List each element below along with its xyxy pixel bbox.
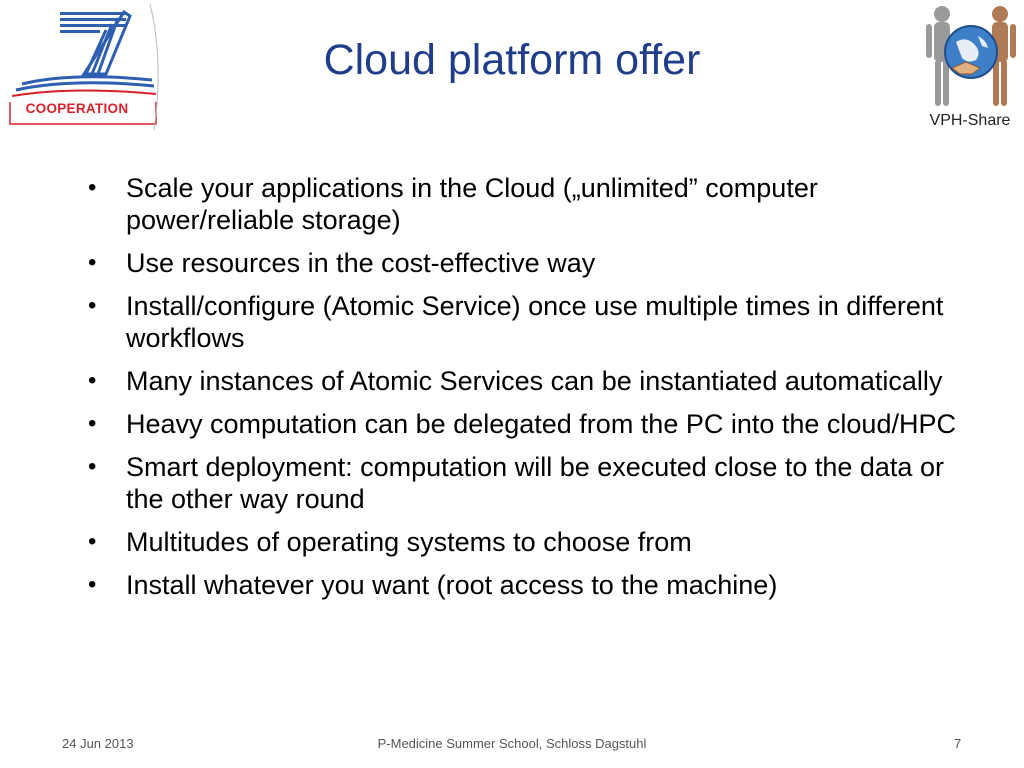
bullet-dot-icon: • — [88, 249, 97, 276]
bullet-text: Install/configure (Atomic Service) once use multiple times in different workflows — [126, 291, 944, 353]
bullet-item — [86, 172, 956, 236]
bullet-text: Scale your applications in the Cloud („unlimited” computer power/reliable storage) — [126, 173, 818, 235]
cooperation-label: COOPERATION — [25, 101, 129, 116]
footer-date: 24 Jun 2013 — [62, 736, 134, 751]
vph-share-label: VPH-Share — [929, 112, 1011, 129]
bullet-dot-icon: • — [88, 367, 97, 394]
footer-event: P-Medicine Summer School, Schloss Dagstuhl — [377, 736, 647, 751]
vph-share-icon — [916, 0, 1024, 112]
bullet-item — [86, 408, 956, 440]
vph-share-logo — [916, 0, 1024, 140]
bullet-item — [86, 247, 956, 279]
bullet-dot-icon: • — [88, 571, 97, 598]
slide-title: Cloud platform offer — [323, 36, 701, 84]
bullet-text: Install whatever you want (root access to the machine) — [126, 570, 778, 600]
bullet-item — [86, 365, 956, 397]
bullet-list — [86, 172, 956, 612]
bullet-text: Smart deployment: computation will be executed close to the data or the other way round — [126, 452, 944, 514]
bullet-text: Use resources in the cost-effective way — [126, 248, 596, 278]
footer-page-number: 7 — [954, 736, 962, 751]
bullet-dot-icon: • — [88, 410, 97, 437]
bullet-dot-icon: • — [88, 528, 97, 555]
fp7-cooperation-logo — [2, 2, 162, 130]
bullet-text: Many instances of Atomic Services can be instantiated automatically — [126, 366, 943, 396]
bullet-item — [86, 451, 956, 515]
bullet-item — [86, 526, 956, 558]
bullet-dot-icon: • — [88, 174, 97, 201]
bullet-text: Multitudes of operating systems to choose from — [126, 527, 692, 557]
bullet-dot-icon: • — [88, 453, 97, 480]
bullet-item — [86, 569, 956, 601]
bullet-item — [86, 290, 956, 354]
bullet-dot-icon: • — [88, 292, 97, 319]
bullet-text: Heavy computation can be delegated from the PC into the cloud/HPC — [126, 409, 956, 439]
